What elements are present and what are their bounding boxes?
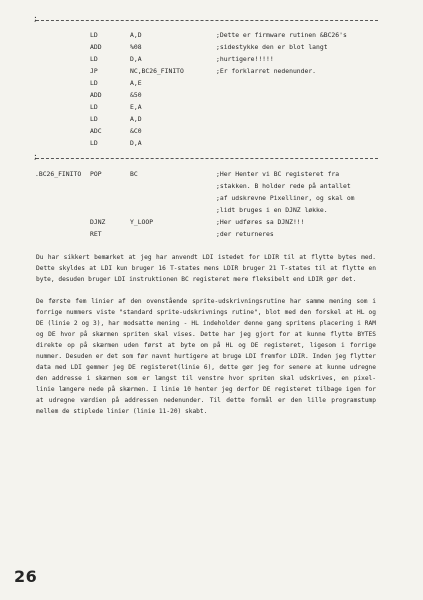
- code-label: .BC26_FINITO: [35, 170, 82, 178]
- operand: &50: [130, 91, 142, 99]
- comment: ;Her Henter vi BC registeret fra: [216, 170, 340, 178]
- comment: ;af udskrevne Pixelliner, og skal om: [216, 194, 355, 202]
- operand: A,D: [130, 31, 142, 39]
- operand: %08: [130, 43, 142, 51]
- body-text: [36, 252, 376, 428]
- divider-semicolon-top: ;: [33, 14, 38, 23]
- opcode: ADC: [90, 127, 102, 135]
- comment: ;lidt bruges i en DJNZ løkke.: [216, 206, 328, 214]
- opcode: POP: [90, 170, 102, 178]
- opcode: ADD: [90, 91, 102, 99]
- operand: D,A: [130, 55, 142, 63]
- comment: ;stakken. B holder rede på antallet: [216, 182, 351, 190]
- opcode: ADD: [90, 43, 102, 51]
- comment: ;sidestykke den er blot langt: [216, 43, 328, 51]
- operand: Y_LOOP: [130, 218, 154, 226]
- dashed-divider-top: [36, 20, 378, 21]
- comment: ;hurtigere!!!!!: [216, 55, 274, 63]
- opcode: LD: [90, 79, 98, 87]
- opcode: LD: [90, 103, 98, 111]
- comment: ;Er forklarret nedenunder.: [216, 67, 317, 75]
- operand: &C0: [130, 127, 142, 135]
- operand: E,A: [130, 103, 142, 111]
- opcode: DJNZ: [90, 218, 106, 226]
- operand: A,E: [130, 79, 142, 87]
- divider-semicolon-middle: ;: [33, 152, 38, 161]
- opcode: LD: [90, 139, 98, 147]
- opcode: JP: [90, 67, 98, 75]
- opcode: RET: [90, 230, 102, 238]
- operand: D,A: [130, 139, 142, 147]
- comment: ;Her udføres sa DJNZ!!!: [216, 218, 305, 226]
- paragraph: De første fem linier af den ovenstående sprite-udskrivningsrutine har samme mening som i forrige nummers viste "standard sprite-udskrivnings rutine", blot med den forskel at HL og DE (linie 2 og 3), har modsatte mening - HL indeholder denne gang spritens placering i RAM og DE hvor på skærmen spriten skal vises. Dette har jeg gjort for at kunne flytte BYTES direkte op på skærmen uden først at byte om på HL og DE registeret, ligesom i forrige nummer. Desuden er det som før navnt hurtigere at bruge LDI fremfor LDIR. Inden jeg flytter data med LDI gemmer jeg DE registeret(linie 6), dette gør jeg for senere at kunne udregne den addresse i skærmen som er længst til venstre hvor spriten skal udskrives, en pixel-linie længere nede på skærmen. I linie 10 henter jeg derfor DE registeret tilbage igen for at udregne værdien på addressen nedenunder. Til dette formål er den lille programstump mellem de stiplede linier (linie 11-20) skabt.: [36, 298, 376, 415]
- opcode: LD: [90, 31, 98, 39]
- page-number: 26: [14, 567, 38, 586]
- paragraph: Du har sikkert bemærket at jeg har anvendt LDI istedet for LDIR til at flytte bytes med. Dette skyldes at LDI kun bruger 16 T-states mens LDIR bruger 21 T-states til at flytte en byte, desuden bruger LDI instruktionen BC registeret mere fleksibelt end LDIR gør det.: [36, 254, 376, 283]
- opcode: LD: [90, 55, 98, 63]
- dashed-divider-middle: [36, 158, 378, 159]
- operand: A,D: [130, 115, 142, 123]
- operand: BC: [130, 170, 138, 178]
- comment: ;der returneres: [216, 230, 274, 238]
- opcode: LD: [90, 115, 98, 123]
- operand: NC,BC26_FINITO: [130, 67, 184, 75]
- comment: ;Dette er firmware rutinen &BC26's: [216, 31, 347, 39]
